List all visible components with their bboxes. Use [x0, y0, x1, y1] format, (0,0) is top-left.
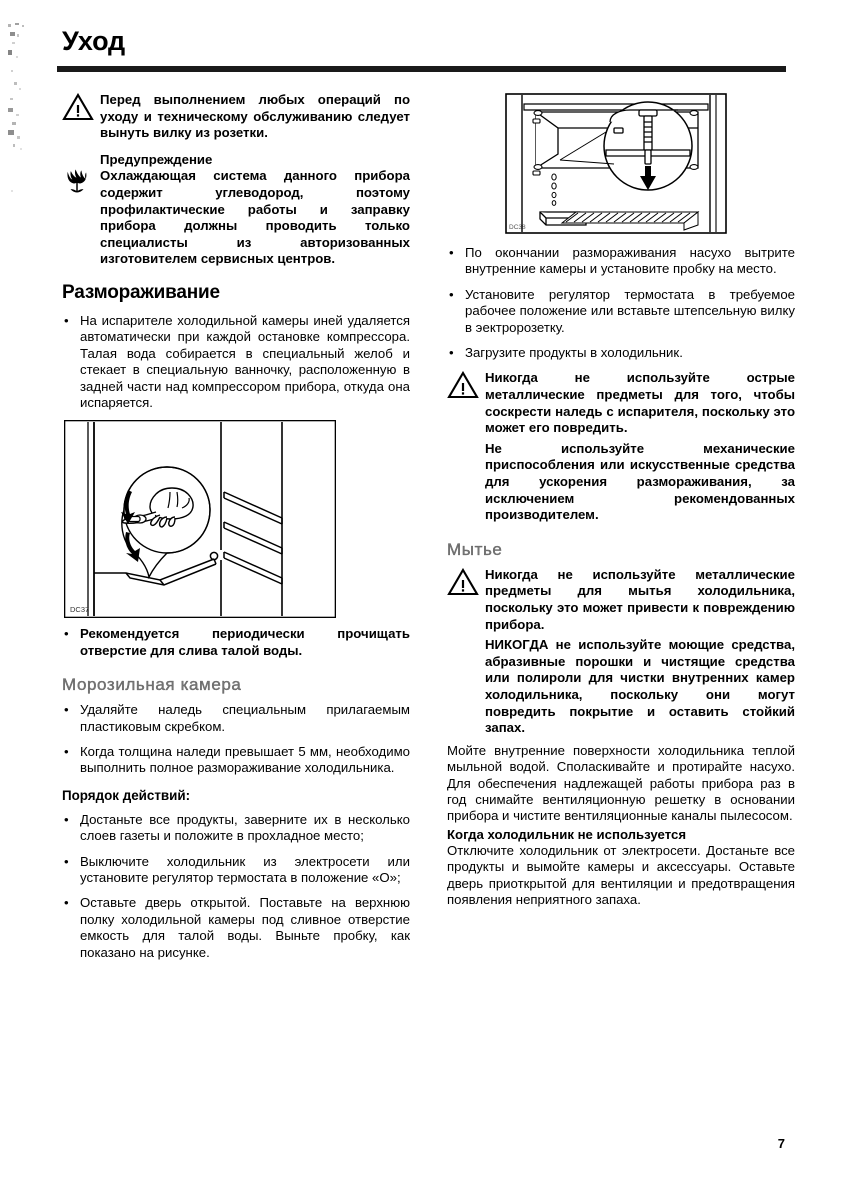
warning-washing-metal	[447, 567, 795, 633]
freezer-bullet-2	[62, 744, 410, 777]
bullet-dot: •	[449, 286, 454, 302]
bullet-dot: •	[64, 744, 69, 759]
right-bullet-2	[447, 287, 795, 336]
procedure-bullet-2	[62, 854, 410, 887]
unused-body-text: Отключите холодильник от электросети. Достаньте все продукты и вымойте камеры и аксессуары. Оставьте дверь приоткрытой для вентиляции и предотвращения появления неприятного запаха.	[447, 842, 795, 907]
procedure-bullet-3	[62, 895, 410, 961]
right-bullet-3	[447, 345, 795, 361]
freezer-bullet-1	[62, 702, 410, 735]
title-rule	[57, 66, 786, 72]
section-heading-defrost: Размораживание	[62, 281, 220, 303]
drain-tip-text: Рекомендуется периодически прочищать отверстие для слива талой воды.	[80, 626, 410, 658]
bullet-dot: •	[64, 702, 69, 718]
figure-code-label: DC38	[509, 224, 526, 231]
washing-body-text: Мойте внутренние поверхности холодильника теплой мыльной водой. Споласкивайте и протирайте насухо. Для обеспечения надлежащей работы прибора раз в год снимайте вентиляционную решетку в основании прибора и чистите вентиляционные каналы пылесосом.	[447, 742, 795, 824]
bullet-dot: •	[64, 312, 69, 328]
right-column	[447, 92, 795, 908]
procedure-bullet-1-text: Достаньте все продукты, заверните их в несколько слоев газеты и положите в прохладное место;	[80, 811, 410, 844]
warning-triangle-icon	[62, 93, 94, 121]
warning-no-sharp-objects-text: Никогда не используйте острые металлические предметы для того, чтобы соскрести наледь с испарителя, поскольку это может его повредить.	[485, 370, 795, 436]
scan-artifact	[6, 22, 28, 202]
bullet-dot: •	[449, 345, 454, 361]
bullet-dot: •	[64, 895, 69, 911]
procedure-bullet-3-text: Оставьте дверь открытой. Поставьте на верхнюю полку холодильной камеры под сливное отверстие емкость для талой воды. Выньте пробку, как показано на рисунке.	[80, 895, 410, 960]
warning-washing-detergents	[447, 637, 795, 737]
warning-refrigerant-text	[100, 152, 410, 268]
flower-icon	[62, 168, 94, 196]
figure-drain-hole	[64, 420, 410, 618]
warning-refrigerant-body: Охлаждающая система данного прибора содержит углеводород, поэтому профилактические работы и заправку прибора должны проводить только специалисты из авторизованных изготовителем сервисных центров.	[100, 168, 410, 267]
bullet-dot: •	[64, 626, 69, 642]
warning-washing-metal-text: Никогда не используйте металлические предметы для мытья холодильника, поскольку это может привести к повреждению прибора.	[485, 566, 795, 632]
warning-unplug	[62, 92, 410, 142]
right-bullet-1-text: По окончании размораживания насухо вытрите внутренние камеры и установите пробку на место.	[465, 245, 795, 277]
bullet-dot: •	[64, 811, 69, 827]
bullet-dot: •	[449, 245, 454, 260]
warning-no-mechanical-aids	[447, 441, 795, 524]
drain-tip-bullet	[62, 626, 410, 659]
page-title: Уход	[62, 26, 125, 56]
bullet-dot: •	[64, 853, 69, 869]
left-column	[62, 92, 410, 961]
freezer-bullet-1-text: Удаляйте наледь специальным прилагаемым пластиковым скребком.	[80, 702, 410, 734]
section-heading-freezer: Морозильная камера	[62, 675, 242, 695]
warning-triangle-icon	[447, 371, 479, 399]
defrost-bullet	[62, 313, 410, 411]
procedure-bullet-1	[62, 812, 410, 845]
right-bullet-1	[447, 245, 795, 278]
warning-no-sharp-objects	[447, 370, 795, 436]
warning-triangle-icon	[447, 568, 479, 596]
warning-washing-detergents-text: НИКОГДА не используйте моющие средства, абразивные порошки и чистящие средства или полироли для чистки внутренних камер холодильника, поскольку они могут повредить покрытие и оставить стойкий запах.	[485, 637, 795, 736]
freezer-bullet-2-text: Когда толщина наледи превышает 5 мм, необходимо выполнить полное размораживание холодильника.	[80, 744, 410, 776]
right-bullet-3-text: Загрузите продукты в холодильник.	[465, 345, 683, 361]
warning-refrigerant-heading: Предупреждение	[100, 151, 213, 167]
warning-refrigerant	[62, 152, 410, 268]
page-number: 7	[777, 1136, 785, 1151]
unused-heading: Когда холодильник не используется	[447, 826, 687, 842]
figure-code-label: DC37	[70, 605, 90, 615]
defrost-bullet-text: На испарителе холодильной камеры иней удаляется автоматически при каждой остановке компрессора. Талая вода собирается в специальный желоб и стекает в специальную ванночку, расположенную в задней части над компрессором прибора, откуда она испаряется.	[80, 312, 410, 410]
right-bullet-2-text: Установите регулятор термостата в требуемое рабочее положение или вставьте штепсельную вилку в эектророзетку.	[465, 286, 795, 335]
figure-drain-plug	[502, 92, 795, 235]
warning-unplug-text: Перед выполнением любых операций по уходу и техническому обслуживанию следует вынуть вилку из розетки.	[100, 92, 410, 141]
section-heading-washing: Мытье	[447, 539, 503, 559]
warning-no-mechanical-aids-text: Не используйте механические приспособления или искусственные средства для ускорения размораживания, за исключением рекомендованных производителем.	[485, 440, 795, 523]
procedure-bullet-2-text: Выключите холодильник из электросети или установите регулятор термостата в положение «О»;	[80, 853, 410, 886]
procedure-heading: Порядок действий:	[62, 787, 191, 803]
